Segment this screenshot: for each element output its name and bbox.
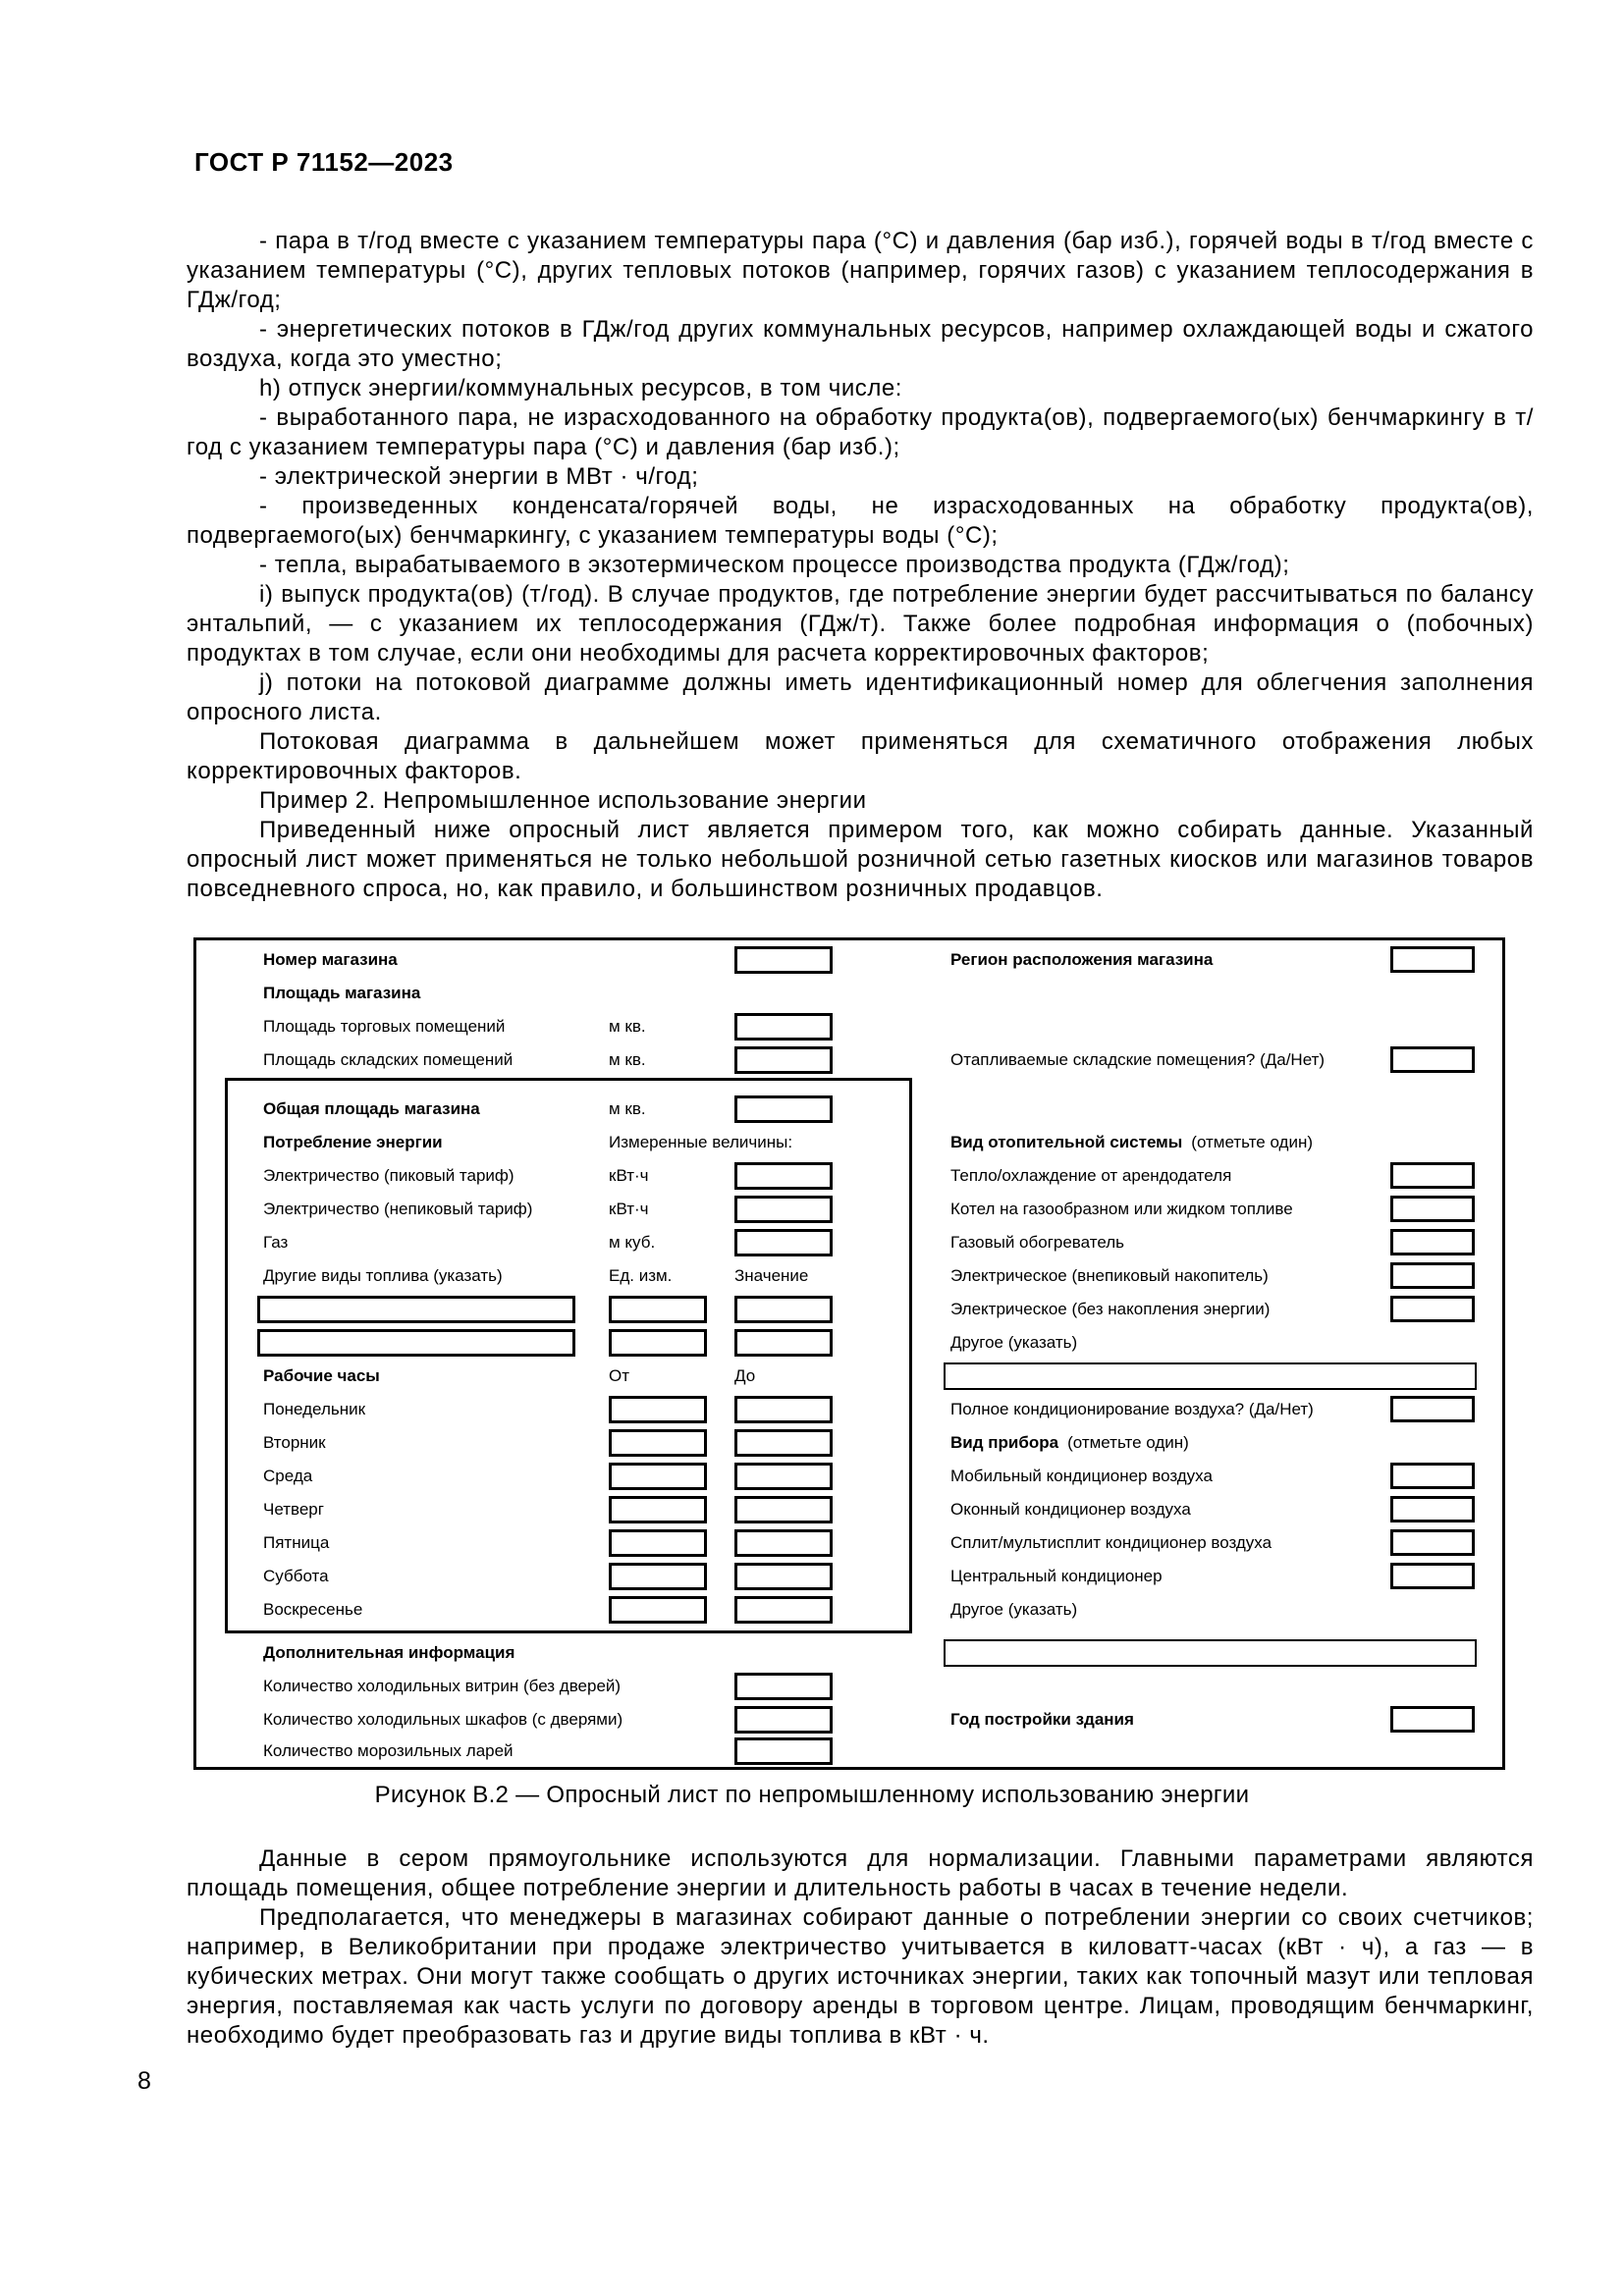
input-box: [1390, 1396, 1475, 1422]
input-box: [944, 1362, 1477, 1390]
paragraph: Потоковая диаграмма в дальнейшем может применяться для схематичного отображения любых корректировочных факторов.: [187, 728, 1534, 784]
input-box: [1390, 1229, 1475, 1255]
input-box: [734, 1095, 833, 1123]
paragraph: - произведенных конденсата/горячей воды, не израсходованных на обработку продукта(ов), подвергаемого(ых) бенчмаркингу, с указанием температуры воды (°С);: [187, 493, 1534, 549]
field-label-build-year: Год постройки здания: [950, 1710, 1134, 1729]
row-day-wednesday: [196, 1463, 1502, 1490]
column-label-to: До: [734, 1366, 756, 1385]
field-label-electricity-peak: Электричество (пиковый тариф): [263, 1166, 514, 1185]
input-box: [734, 1563, 833, 1590]
input-box: [1390, 1262, 1475, 1289]
input-box: [944, 1639, 1477, 1667]
input-box: [609, 1429, 707, 1457]
input-box: [734, 1013, 833, 1041]
column-label-measured-values: Измеренные величины:: [609, 1133, 793, 1151]
doc-header: ГОСТ Р 71152—2023: [194, 147, 454, 177]
option-label-heating-other: Другое (указать): [950, 1333, 1078, 1352]
mark-one-hint: (отметьте один): [1067, 1433, 1189, 1452]
body-text-bottom: [187, 1844, 1534, 2051]
input-box: [1390, 1563, 1475, 1589]
option-label-device: Сплит/мультисплит кондиционер воздуха: [950, 1533, 1272, 1552]
option-label-device: Мобильный кондиционер воздуха: [950, 1467, 1213, 1485]
row-electricity-offpeak: [196, 1196, 1502, 1223]
input-box: [734, 1706, 833, 1734]
input-box: [1390, 1296, 1475, 1322]
input-box: [1390, 946, 1475, 973]
option-label-device-other: Другое (указать): [950, 1600, 1078, 1619]
input-box: [734, 1737, 833, 1765]
row-other-fuel-1: [196, 1296, 1502, 1323]
input-box: [257, 1329, 575, 1357]
row-day-tuesday: [196, 1429, 1502, 1457]
row-sales-area: [196, 1013, 1502, 1041]
input-box: [734, 1296, 833, 1323]
paragraph: Данные в сером прямоугольнике используются для нормализации. Главными параметрами являются площадь помещения, общее потребление энергии и длительность работы в часах в течение недели.: [187, 1845, 1534, 1901]
row-day-monday: [196, 1396, 1502, 1423]
input-box: [1390, 1196, 1475, 1222]
row-other-fuels: [196, 1262, 1502, 1290]
field-label-freezer: Количество морозильных ларей: [263, 1741, 514, 1760]
option-label-heating: Электрическое (без накопления энергии): [950, 1300, 1271, 1318]
paragraph: Предполагается, что менеджеры в магазинах собирают данные о потреблении энергии со своих счетчиков; например, в Великобритании при продаже электричество учитывается в киловатт-часах (кВт · ч), а газ — в кубических метрах. Они могут также сообщать о других источниках энергии, таких как топочный мазут или тепловая энергия, поставляемая как часть услуги по договору аренды в торговом центре. Лицам, проводящим бенчмаркинг, необходимо будет преобразовать газ и другие виды топлива в кВт · ч.: [187, 1904, 1534, 2049]
input-box: [734, 946, 833, 974]
field-label-total-area: Общая площадь магазина: [263, 1099, 480, 1118]
input-box: [257, 1296, 575, 1323]
paragraph: Пример 2. Непромышленное использование энергии: [259, 787, 867, 814]
input-box: [734, 1429, 833, 1457]
mark-one-hint: (отметьте один): [1191, 1133, 1314, 1151]
unit-label: м кв.: [609, 1050, 646, 1069]
unit-label: кВт·ч: [609, 1200, 649, 1218]
field-label-gas: Газ: [263, 1233, 289, 1252]
row-day-sunday: [196, 1596, 1502, 1624]
paragraph: - пара в т/год вместе с указанием температуры пара (°С) и давления (бар изб.), горячей воды в т/год вместе с указанием температуры (°С), других тепловых потоков (например, горячих газов) с указанием теплосодержания в ГДж/год;: [187, 228, 1534, 313]
input-box: [734, 1673, 833, 1700]
body-text-top: [187, 227, 1534, 904]
section-label-energy: Потребление энергии: [263, 1133, 443, 1151]
row-other-fuel-2: [196, 1329, 1502, 1357]
row-total-area: [196, 1095, 1502, 1123]
unit-label: м кв.: [609, 1017, 646, 1036]
input-box: [1390, 1529, 1475, 1556]
row-shop-number: [196, 946, 1502, 974]
row-gas: [196, 1229, 1502, 1256]
paragraph: Приведенный ниже опросный лист является примером того, как можно собирать данные. Указанный опросный лист может применяться не только небольшой розничной сетью газетных киосков или магазинов товаров повседневного спроса, но, как правило, и большинством розничных продавцов.: [187, 817, 1534, 902]
input-box: [734, 1046, 833, 1074]
column-label-value: Значение: [734, 1266, 809, 1285]
day-label: Суббота: [263, 1567, 329, 1585]
paragraph: j) потоки на потоковой диаграмме должны иметь идентификационный номер для облегчения заполнения опросного листа.: [187, 669, 1534, 725]
field-label-fridge-display: Количество холодильных витрин (без дверей): [263, 1677, 622, 1695]
input-box: [734, 1396, 833, 1423]
field-label-region: Регион расположения магазина: [950, 950, 1214, 969]
row-day-friday: [196, 1529, 1502, 1557]
section-label-additional-info: Дополнительная информация: [263, 1643, 515, 1662]
paragraph: - электрической энергии в МВт · ч/год;: [259, 463, 699, 490]
day-label: Вторник: [263, 1433, 326, 1452]
input-box: [1390, 1706, 1475, 1733]
row-fridge-cabinet: [196, 1706, 1502, 1734]
row-freezer: [196, 1737, 1502, 1765]
field-label-fridge-cabinet: Количество холодильных шкафов (с дверями): [263, 1710, 623, 1729]
paragraph: h) отпуск энергии/коммунальных ресурсов, в том числе:: [259, 375, 903, 401]
row-day-saturday: [196, 1563, 1502, 1590]
row-electricity-peak: [196, 1162, 1502, 1190]
input-box: [734, 1596, 833, 1624]
input-box: [609, 1329, 707, 1357]
row-working-hours: [196, 1362, 1502, 1390]
field-label-storage-area: Площадь складских помещений: [263, 1050, 514, 1069]
column-label-unit: Ед. изм.: [609, 1266, 673, 1285]
column-label-from: От: [609, 1366, 630, 1385]
paragraph: i) выпуск продукта(ов) (т/год). В случае продуктов, где потребление энергии будет рассчитываться по балансу энтальпий, — с указанием их теплосодержания (ГДж/т). Также более подробная информация о (побочных) продуктах в том случае, если они необходимы для расчета корректировочных факторов;: [187, 581, 1534, 667]
input-box: [1390, 1046, 1475, 1073]
input-box: [734, 1229, 833, 1256]
day-label: Воскресенье: [263, 1600, 363, 1619]
unit-label: м кв.: [609, 1099, 646, 1118]
field-label-shop-number: Номер магазина: [263, 950, 398, 969]
day-label: Пятница: [263, 1533, 330, 1552]
row-storage-area: [196, 1046, 1502, 1074]
input-box: [734, 1162, 833, 1190]
input-box: [609, 1296, 707, 1323]
questionnaire-form: [193, 937, 1505, 1770]
day-label: Четверг: [263, 1500, 324, 1519]
option-label-heating: Тепло/охлаждение от арендодателя: [950, 1166, 1232, 1185]
input-box: [734, 1329, 833, 1357]
option-label-device: Центральный кондиционер: [950, 1567, 1163, 1585]
unit-label: м куб.: [609, 1233, 656, 1252]
input-box: [734, 1463, 833, 1490]
section-label-shop-area: Площадь магазина: [263, 984, 421, 1002]
field-label-full-ac: Полное кондиционирование воздуха? (Да/Нет): [950, 1400, 1314, 1418]
day-label: Понедельник: [263, 1400, 366, 1418]
unit-label: кВт·ч: [609, 1166, 649, 1185]
row-fridge-display: [196, 1673, 1502, 1700]
option-label-heating: Газовый обогреватель: [950, 1233, 1124, 1252]
figure-caption: Рисунок В.2 — Опросный лист по непромышленному использованию энергии: [374, 1782, 1250, 1808]
input-box: [1390, 1496, 1475, 1522]
input-box: [609, 1596, 707, 1624]
paragraph: - тепла, вырабатываемого в экзотермическом процессе производства продукта (ГДж/год);: [259, 552, 1290, 578]
paragraph: - выработанного пара, не израсходованного на обработку продукта(ов), подвергаемого(ых) бенчмаркингу в т/год с указанием температуры пара (°С) и давления (бар изб.);: [187, 404, 1534, 460]
field-label-sales-area: Площадь торговых помещений: [263, 1017, 506, 1036]
option-label-heating: Котел на газообразном или жидком топливе: [950, 1200, 1293, 1218]
input-box: [609, 1496, 707, 1523]
input-box: [1390, 1162, 1475, 1189]
section-label-working-hours: Рабочие часы: [263, 1366, 380, 1385]
paragraph: - энергетических потоков в ГДж/год других коммунальных ресурсов, например охлаждающей воды и сжатого воздуха, когда это уместно;: [187, 316, 1534, 372]
row-energy-header: [196, 1129, 1502, 1156]
page-number: 8: [137, 2067, 151, 2095]
section-label-device-type: Вид прибора (отметьте один): [950, 1433, 1189, 1452]
row-additional-info: [196, 1639, 1502, 1667]
row-shop-area-header: [196, 980, 1502, 1007]
day-label: Среда: [263, 1467, 313, 1485]
input-box: [1390, 1463, 1475, 1489]
input-box: [734, 1496, 833, 1523]
field-label-electricity-offpeak: Электричество (непиковый тариф): [263, 1200, 533, 1218]
section-label-heating-type: Вид отопительной системы (отметьте один): [950, 1133, 1314, 1151]
row-day-thursday: [196, 1496, 1502, 1523]
field-label-other-fuels: Другие виды топлива (указать): [263, 1266, 503, 1285]
option-label-device: Оконный кондиционер воздуха: [950, 1500, 1191, 1519]
field-label-heated-storage: Отапливаемые складские помещения? (Да/Нет): [950, 1050, 1326, 1069]
input-box: [734, 1529, 833, 1557]
option-label-heating: Электрическое (внепиковый накопитель): [950, 1266, 1269, 1285]
input-box: [734, 1196, 833, 1223]
input-box: [609, 1529, 707, 1557]
input-box: [609, 1563, 707, 1590]
input-box: [609, 1396, 707, 1423]
input-box: [609, 1463, 707, 1490]
